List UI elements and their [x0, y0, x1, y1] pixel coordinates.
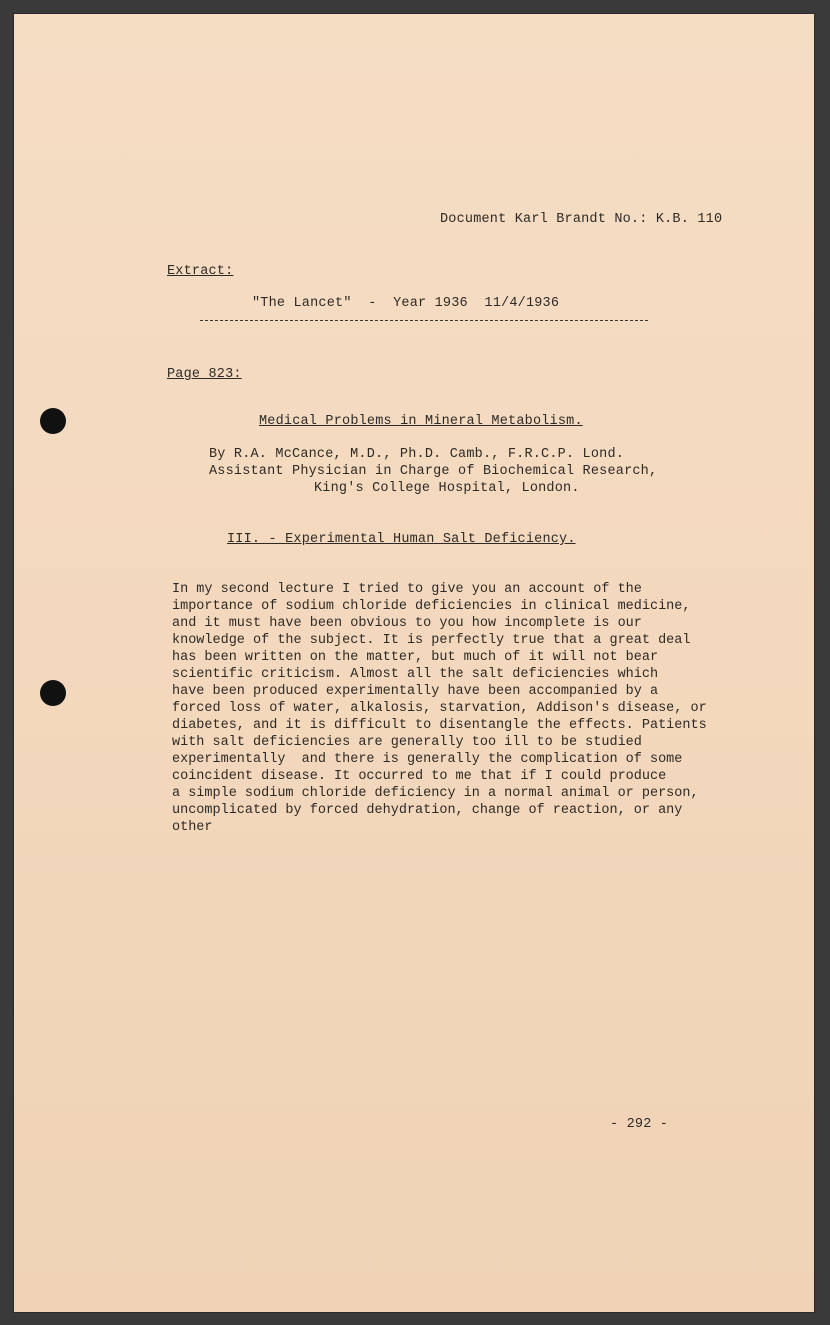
body-line: importance of sodium chloride deficiencies in clinical medicine,	[172, 599, 691, 614]
extract-label: Extract:	[167, 264, 234, 279]
body-line: and it must have been obvious to you how incomplete is our	[172, 616, 642, 631]
body-line: coincident disease. It occurred to me that if I could produce	[172, 769, 667, 784]
body-line: have been produced experimentally have been accompanied by a	[172, 684, 659, 699]
body-line: scientific criticism. Almost all the salt deficiencies which	[172, 667, 659, 682]
body-line: knowledge of the subject. It is perfectly true that a great deal	[172, 633, 691, 648]
source-rule	[200, 320, 648, 321]
body-line: with salt deficiencies are generally too ill to be studied	[172, 735, 642, 750]
author-line-2: Assistant Physician in Charge of Biochemical Research,	[209, 464, 658, 479]
body-line: other	[172, 820, 213, 835]
article-title: Medical Problems in Mineral Metabolism.	[259, 414, 583, 429]
page-number: - 292 -	[610, 1117, 669, 1132]
author-line-1: By R.A. McCance, M.D., Ph.D. Camb., F.R.C.P. Lond.	[209, 447, 625, 462]
source-citation: "The Lancet" - Year 1936 11/4/1936	[252, 296, 560, 311]
punch-hole-upper	[40, 408, 66, 434]
body-line: a simple sodium chloride deficiency in a normal animal or person,	[172, 786, 699, 801]
body-line: forced loss of water, alkalosis, starvation, Addison's disease, or	[172, 701, 707, 716]
document-page	[14, 14, 814, 1312]
section-heading: III. - Experimental Human Salt Deficiency.	[227, 532, 576, 547]
document-reference: Document Karl Brandt No.: K.B. 110	[440, 212, 723, 227]
body-line: diabetes, and it is difficult to disentangle the effects. Patients	[172, 718, 707, 733]
body-line: experimentally and there is generally the complication of some	[172, 752, 683, 767]
body-line: has been written on the matter, but much of it will not bear	[172, 650, 659, 665]
author-line-3: King's College Hospital, London.	[314, 481, 580, 496]
body-line: uncomplicated by forced dehydration, change of reaction, or any	[172, 803, 683, 818]
body-line: In my second lecture I tried to give you an account of the	[172, 582, 642, 597]
punch-hole-lower	[40, 680, 66, 706]
page-label: Page 823:	[167, 367, 242, 382]
